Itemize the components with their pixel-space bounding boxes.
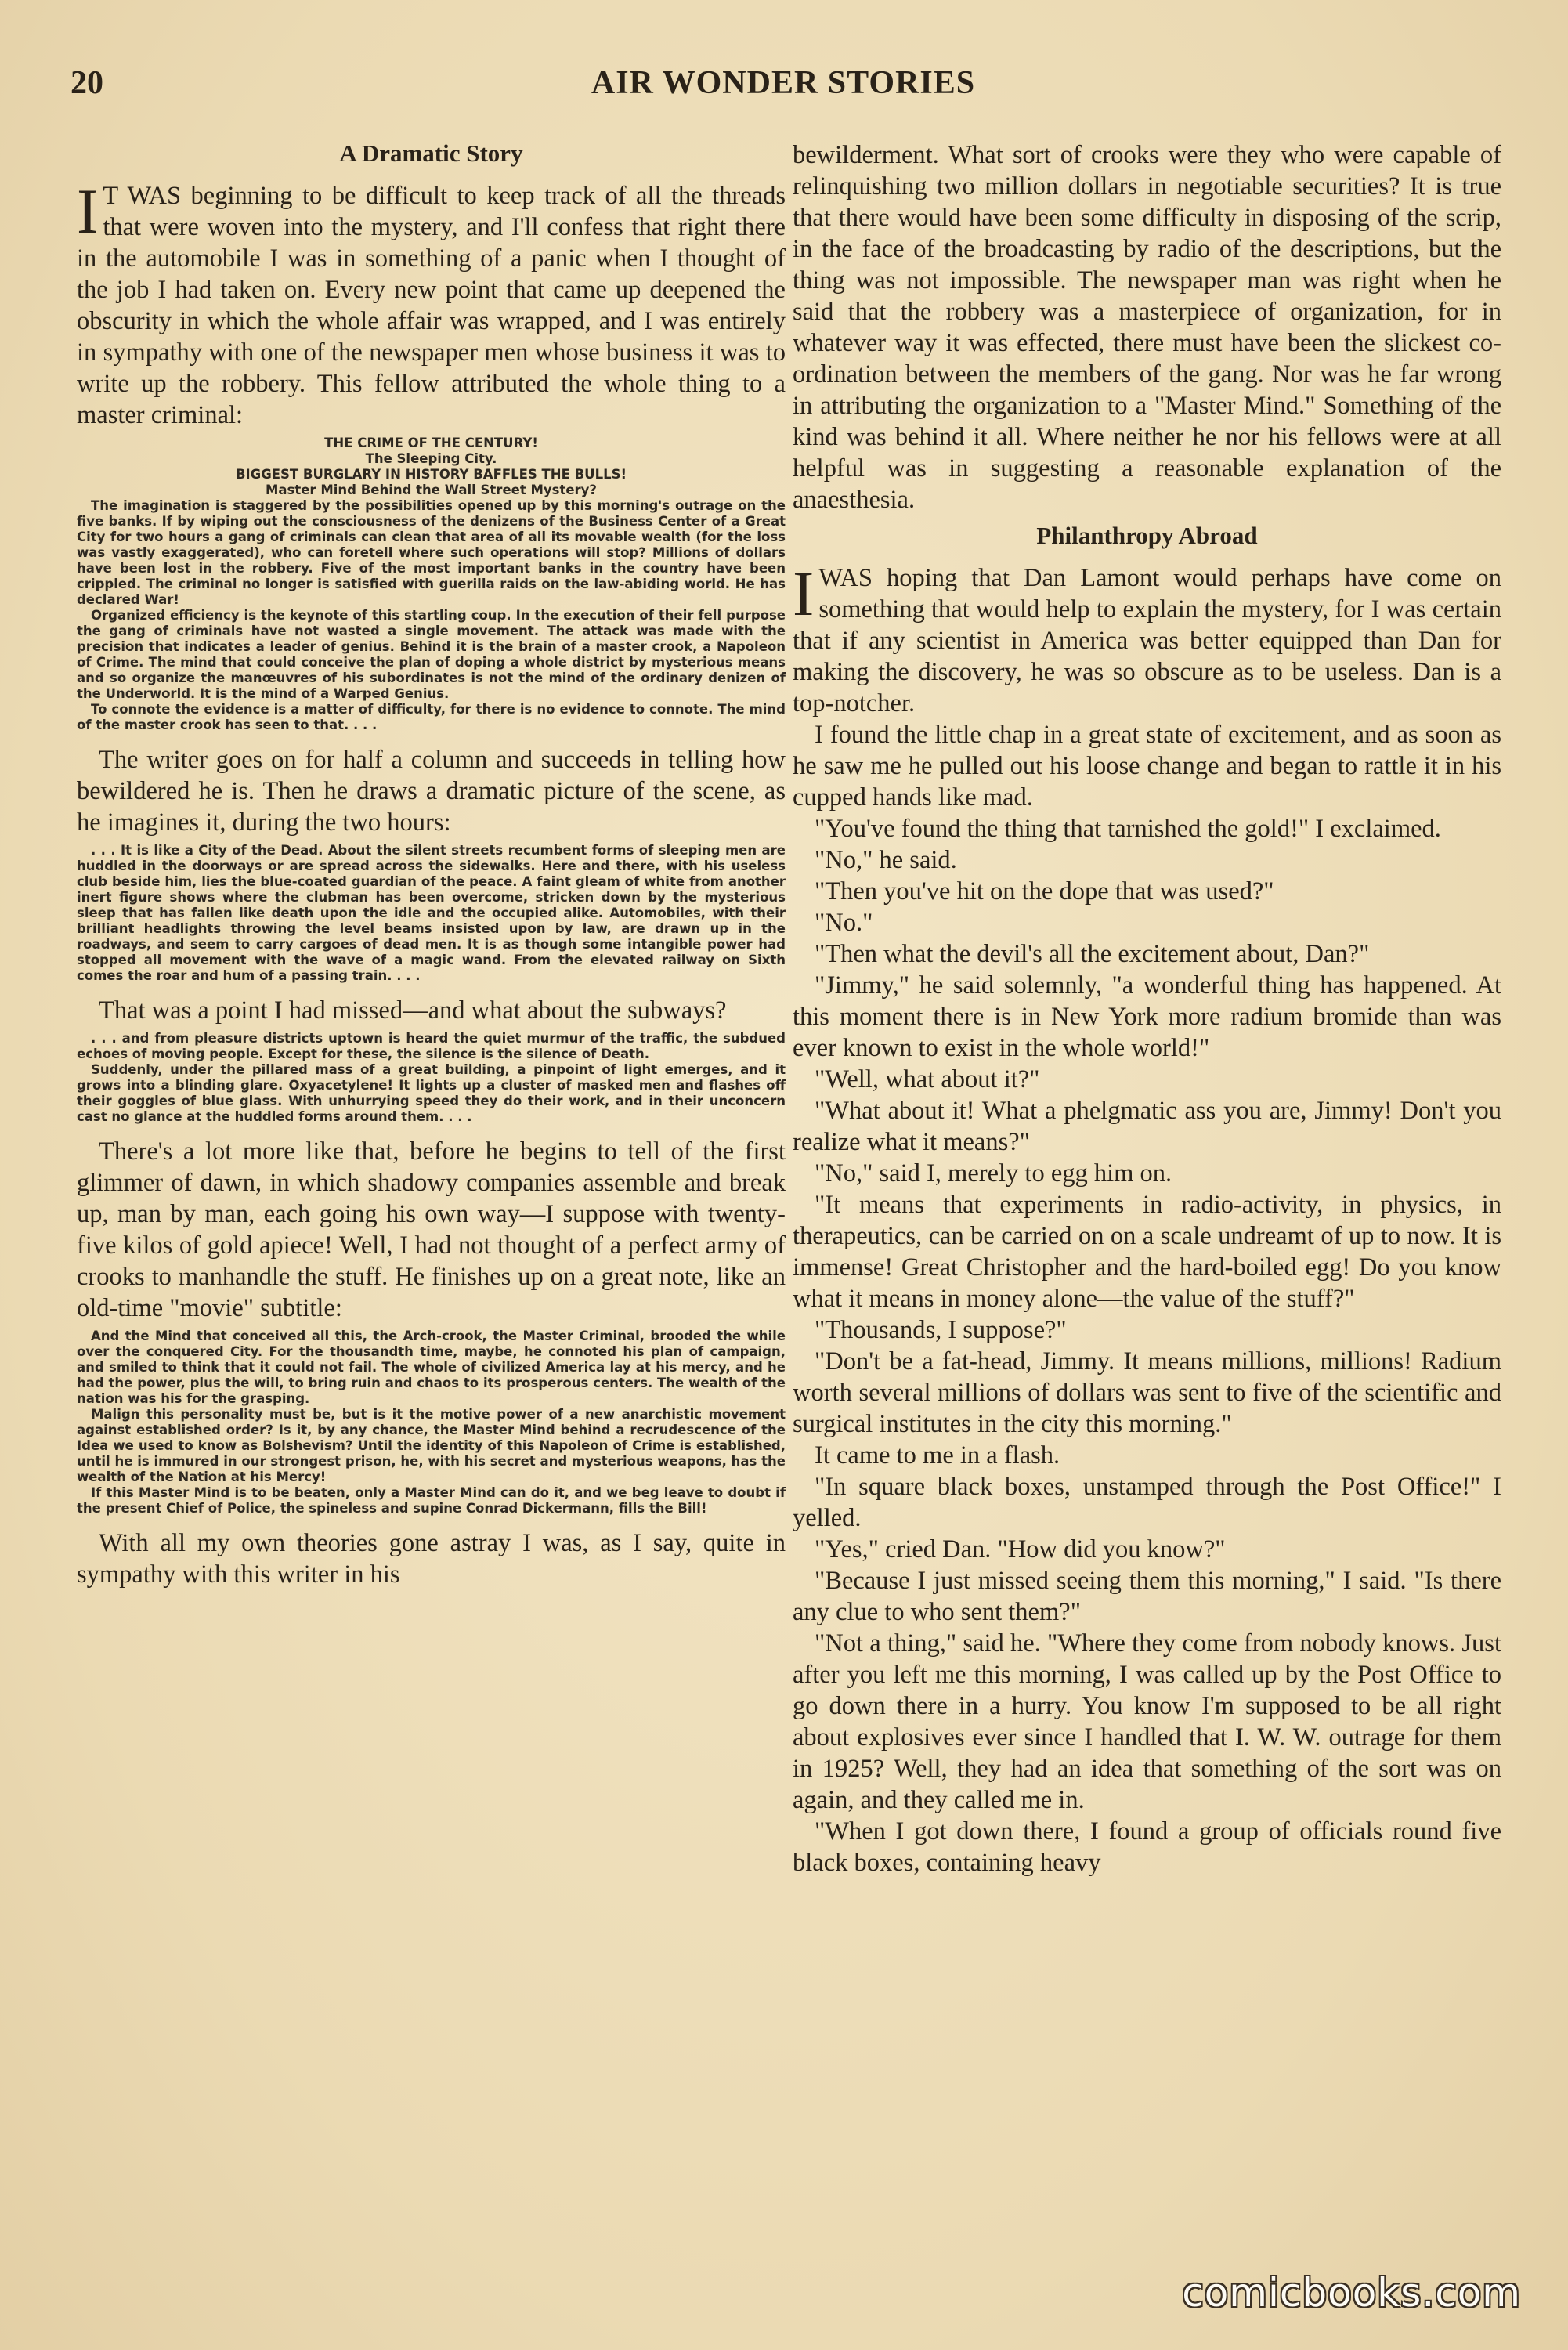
- body-paragraph: There's a lot more like that, before he begins to tell of the first glimmer of dawn, in which shadowy companies assemble and break up, man by man, each going his own way—I suppose with twenty-five kilos of gold apiece! Well, I had not thought of a perfect army of crooks to manhandle the stuff. He finishes up on a great note, like an old-time "movie" subtitle:: [77, 1137, 786, 1322]
- magazine-title: AIR WONDER STORIES: [591, 65, 976, 101]
- dialogue-line: "You've found the thing that tarnished the gold!" I exclaimed.: [815, 815, 1441, 843]
- body-paragraph: IT WAS beginning to be difficult to keep track of all the threads that were woven into the mystery, and I'll confess that right there in the automobile I was in something of a panic when I thought of the job I had taken on. Every new point that came up deepened the obscurity in which the whole affair was wrapped, and I was entirely in sympathy with one of the newspaper men whose business it was to write up the robbery. This fellow attributed the whole thing to a master criminal:: [77, 175, 786, 429]
- dialogue-line: "Thousands, I suppose?": [815, 1316, 1067, 1344]
- dialogue-line: "Then you've hit on the dope that was used?": [815, 877, 1274, 906]
- newspaper-excerpt: [77, 1031, 786, 1125]
- excerpt-paragraph: If this Master Mind is to be beaten, only a Master Mind can do it, and we beg leave to doubt if the present Chief of Police, the spineless and supine Conrad Dickermann, fills the Bill!: [77, 1485, 786, 1516]
- newspaper-excerpt: [77, 436, 786, 733]
- excerpt-paragraph: Suddenly, under the pillared mass of a great building, a pinpoint of light emerges, and it grows into a blinding glare. Oxyacetylene! It lights up a cluster of masked men and flashes off their goggles of blue glass. With unhurrying speed they do their work, and in their unconcern cast no glance at the huddled forms around them. . . .: [77, 1062, 786, 1124]
- dialogue-line: "Then what the devil's all the excitement about, Dan?": [815, 940, 1370, 968]
- body-paragraph: That was a point I had missed—and what about the subways?: [99, 996, 727, 1025]
- excerpt-paragraph: The imagination is staggered by the possibilities opened up by this morning's outrage on the five banks. If by wiping out the consciousness of the denizens of the Business Center of a Great City for two hours a gang of criminals can clean that area of all its movable wealth (for the loss was vastly exaggerated), who can foretell where such operations will stop? Millions of dollars have been lost in the robbery. Five of the most important banks in the country have been crippled. The criminal no longer is satisfied with guerilla raids on the law-abiding world. He has declared War!: [77, 498, 786, 607]
- excerpt-paragraph: And the Mind that conceived all this, the Arch-crook, the Master Criminal, brooded the while over the conquered City. For the thousandth time, maybe, he connoted his plan of campaign, and smiled to think that it could not fail. The whole of civilized America lay at his mercy, and he had the power, plus the will, to bring ruin and chaos to its prosperous centers. The wealth of the nation was his for the grasping.: [77, 1329, 786, 1406]
- excerpt-paragraph: Organized efficiency is the keynote of this startling coup. In the execution of their fell purpose the gang of criminals have not wasted a single movement. The attack was made with the precision that indicates a leader of genius. Behind it is the brain of a master crook, a Napoleon of Crime. The mind that could conceive the plan of doping a whole district by mysterious means and so organize the manœuvres of his subordinates is not the mind of the ordinary denizen of the Underworld. It is the mind of a Warped Genius.: [77, 608, 786, 701]
- right-column: [793, 139, 1501, 2286]
- body-paragraph: bewilderment. What sort of crooks were they who were capable of relinquishing two million dollars in negotiable securities? It is true that there would have been some difficulty in disposing of the scrip, in the face of the broadcasting by radio of the descriptions, but the thing was not impossible. The newspaper man was right when he said that the robbery was a masterpiece of organization, for in whatever way it was effected, there must have been the slickest co-ordination between the members of the gang. Nor was he far wrong in attributing the organization to a "Master Mind." Something of the kind was behind it all. Where neither he nor his fellows were at all helpful was in suggesting a reasonable explanation of the anaesthesia.: [793, 141, 1501, 514]
- page-number: 20: [70, 65, 103, 101]
- dialogue-line: "No," said I, merely to egg him on.: [815, 1159, 1172, 1188]
- dialogue-line: "In square black boxes, unstamped through the Post Office!" I yelled.: [793, 1473, 1501, 1532]
- dialogue-line: "Don't be a fat-head, Jimmy. It means millions, millions! Radium worth several millions of dollars was sent to five of the scientific and surgical institutes in the city this morning.": [793, 1347, 1501, 1438]
- page-header: [70, 64, 1496, 111]
- section-heading-philanthropy-abroad: Philanthropy Abroad: [1036, 522, 1258, 549]
- body-paragraph: It came to me in a flash.: [815, 1441, 1060, 1470]
- dialogue-line: "When I got down there, I found a group of officials round five black boxes, containing heavy: [793, 1817, 1501, 1877]
- body-paragraph: With all my own theories gone astray I was, as I say, quite in sympathy with this writer in his: [77, 1529, 786, 1589]
- excerpt-headline: THE CRIME OF THE CENTURY!: [324, 436, 538, 450]
- excerpt-subheadline: Master Mind Behind the Wall Street Mystery?: [265, 483, 597, 497]
- excerpt-paragraph: . . . It is like a City of the Dead. About the silent streets recumbent forms of sleeping men are huddled in the doorways or are spread across the sidewalks. Here and there, with his useless club beside him, lies the blue-coated guardian of the peace. A faint gleam of white from another inert figure shows where the clubman has been overcome, stricken down by the mysterious sleep that has fallen like death upon the idle and the occupied alike. Automobiles, with their brilliant headlights throwing the level beams insisted upon by law, are drawn up in the roadways, and seem to carry cargoes of dead men. It is as though some intangible power had stopped all movement with the wave of a magic wand. From the elevated railway on Sixth comes the roar and hum of a passing train. . . .: [77, 843, 786, 983]
- dialogue-line: "What about it! What a phelgmatic ass you are, Jimmy! Don't you realize what it means?": [793, 1097, 1501, 1156]
- excerpt-paragraph: . . . and from pleasure districts uptown is heard the quiet murmur of the traffic, the subdued echoes of moving people. Except for these, the silence is the silence of Death.: [77, 1031, 786, 1061]
- dialogue-line: "No.": [815, 909, 873, 937]
- body-paragraph: IWAS hoping that Dan Lamont would perhaps have come on something that would help to explain the mystery, for I was certain that if any scientist in America was better equipped than Dan for making the discovery, he was so obscure as to be useless. Dan is a top-notcher.: [793, 558, 1501, 718]
- dialogue-line: "It means that experiments in radio-activity, in physics, in therapeutics, can be carried on on a scale undreamt of up to now. It is immense! Great Christopher and the hard-boiled egg! Do you know what it means in money alone—the value of the stuff?": [793, 1191, 1501, 1313]
- excerpt-headline: BIGGEST BURGLARY IN HISTORY BAFFLES THE BULLS!: [235, 467, 627, 482]
- dialogue-line: "Yes," cried Dan. "How did you know?": [815, 1535, 1226, 1564]
- dialogue-line: "Because I just missed seeing them this morning," I said. "Is there any clue to who sent them?": [793, 1567, 1501, 1626]
- dialogue-line: "Well, what about it?": [815, 1065, 1040, 1094]
- body-paragraph: The writer goes on for half a column and succeeds in telling how bewildered he is. Then he draws a dramatic picture of the scene, as he imagines it, during the two hours:: [77, 746, 786, 837]
- newspaper-excerpt: [77, 1329, 786, 1517]
- excerpt-subheadline: The Sleeping City.: [365, 451, 497, 466]
- left-column: [77, 133, 786, 2280]
- newspaper-excerpt: [77, 843, 786, 984]
- excerpt-paragraph: Malign this personality must be, but is it the motive power of a new anarchistic movement against established order? Is it, by any chance, the Master Mind behind a recrudescence of the Idea we used to know as Bolshevism? Until the identity of this Napoleon of Crime is established, until he is immured in our strongest prison, he, with his secret and mysterious weapons, has the wealth of the Nation at his Mercy!: [77, 1407, 786, 1484]
- dialogue-line: "Not a thing," said he. "Where they come from nobody knows. Just after you left me this morning, I was called up by the Post Office to go down there in a hurry. You know I'm supposed to be all right about explosives ever since I handled that I. W. W. outrage for them in 1925? Well, they had an idea that something of the sort was on again, and they called me in.: [793, 1629, 1501, 1814]
- section-heading-dramatic-story: A Dramatic Story: [339, 139, 523, 167]
- dialogue-line: "Jimmy," he said solemnly, "a wonderful thing has happened. At this moment there is in New York more radium bromide than was ever known to exist in the whole world!": [793, 971, 1501, 1062]
- excerpt-paragraph: To connote the evidence is a matter of difficulty, for there is no evidence to connote. The mind of the master crook has seen to that. . . .: [77, 702, 786, 732]
- watermark-text: comicbooks.com: [1182, 2270, 1521, 2316]
- body-paragraph: I found the little chap in a great state of excitement, and as soon as he saw me he pulled out his loose change and began to rattle it in his cupped hands like mad.: [793, 721, 1501, 812]
- dialogue-line: "No," he said.: [815, 846, 957, 874]
